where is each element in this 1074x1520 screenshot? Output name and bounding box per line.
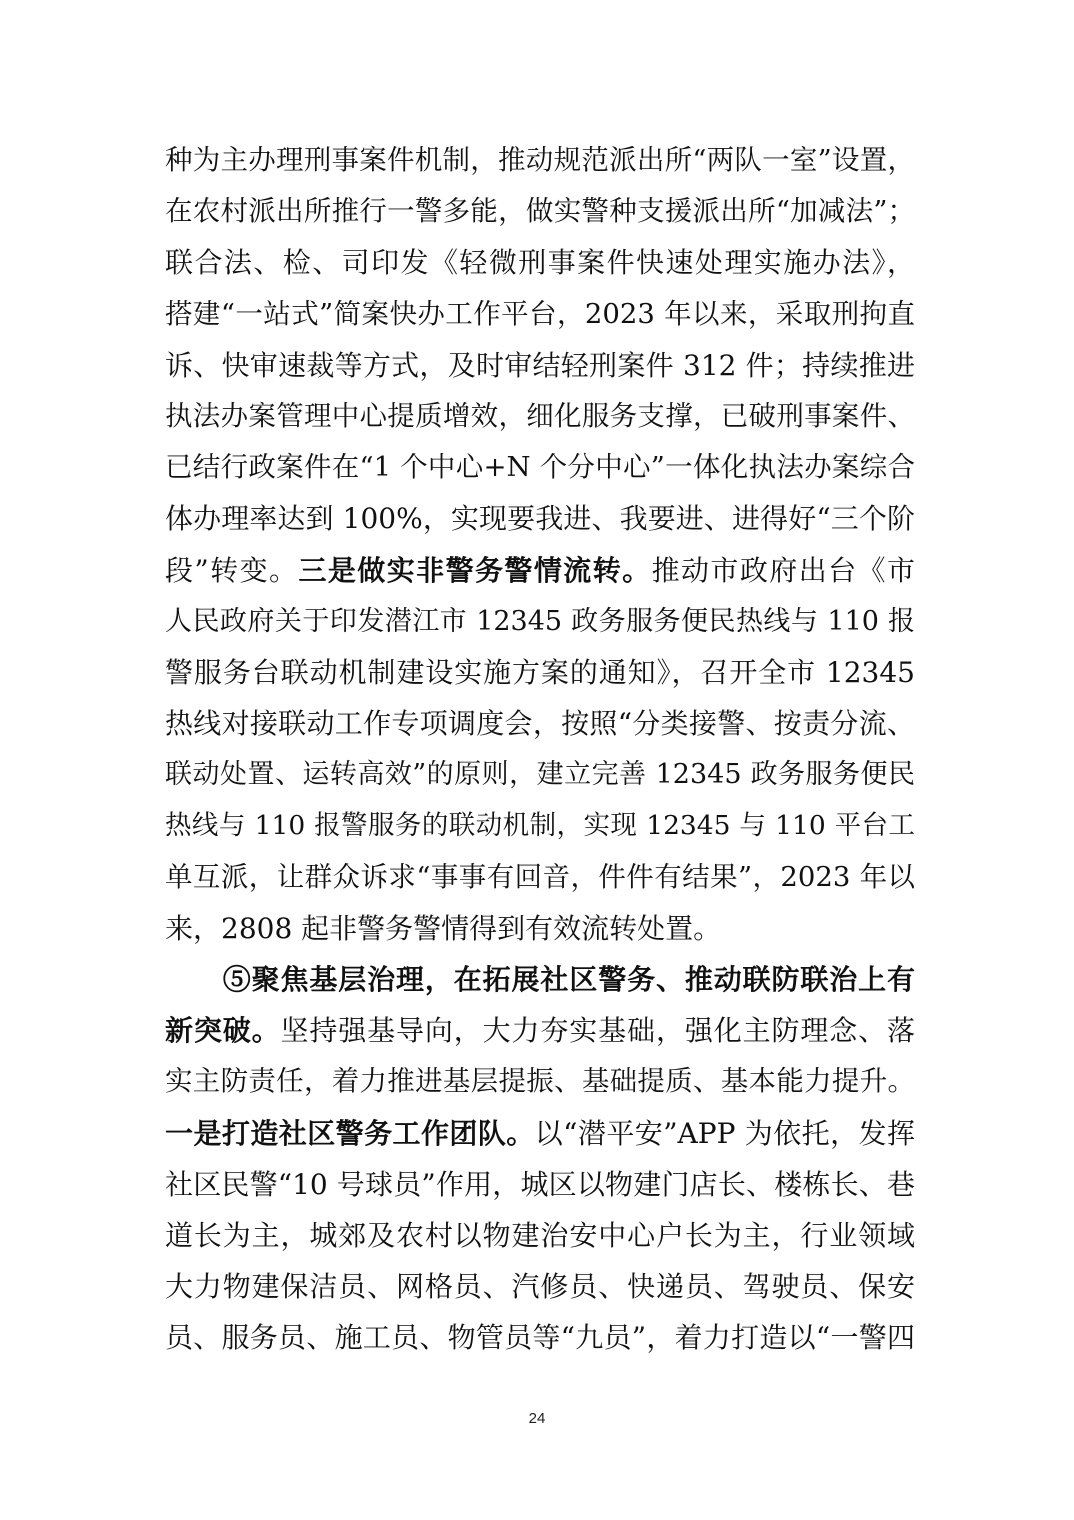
- text-line: [165, 391, 915, 442]
- text-line: [165, 1261, 915, 1312]
- body-text-segment: 搭建“一站式”简案快办工作平台，2023 年以来，采取刑拘直: [165, 297, 915, 330]
- body-text-segment: 社区民警“10 号球员”作用，城区以物建门店长、楼栋长、巷: [165, 1167, 915, 1201]
- text-line: [165, 647, 915, 698]
- bold-heading-text: 一是打造社区警务工作团队。: [165, 1116, 535, 1150]
- text-line: [165, 1005, 915, 1056]
- body-text-segment: 热线对接联动工作专项调度会，按照“分类接警、按责分流、: [165, 707, 915, 741]
- text-line: [165, 954, 915, 1005]
- text-line: [165, 1312, 915, 1363]
- text-line: [165, 852, 915, 903]
- text-line: [165, 1210, 915, 1261]
- text-line: [165, 1159, 915, 1210]
- text-line: [165, 135, 915, 186]
- text-line: [165, 289, 915, 340]
- bold-heading-text: ⑤聚焦基层治理，在拓展社区警务、推动联防联治上有: [165, 963, 915, 996]
- body-text-segment: 体办理率达到 100%，实现要我进、我要进、进得好“三个阶: [165, 502, 915, 536]
- body-text-segment: 大力物建保洁员、网格员、汽修员、快递员、驾驶员、保安: [165, 1270, 915, 1304]
- text-line: [165, 903, 915, 954]
- bold-heading-text: 新突破。: [165, 1014, 281, 1048]
- body-text-segment: 在农村派出所推行一警多能，做实警种支援派出所“加减法”；: [165, 195, 915, 228]
- body-text-segment: 单互派，让群众诉求“事事有回音，件件有结果”，2023 年以: [165, 860, 915, 893]
- text-line: [165, 237, 915, 288]
- text-line: [165, 800, 915, 851]
- body-text-segment: 员、服务员、施工员、物管员等“九员”，着力打造以“一警四: [165, 1321, 915, 1355]
- text-line: [165, 596, 915, 647]
- body-text-segment: 实主防责任，着力推进基层提振、基础提质、基本能力提升。: [165, 1065, 915, 1098]
- body-text: [165, 135, 915, 1364]
- text-line: [165, 1108, 915, 1159]
- body-text-segment: 推动市政府出台《市: [651, 553, 915, 587]
- body-text-segment: 联合法、检、司印发《轻微刑事案件快速处理实施办法》，: [165, 246, 915, 280]
- body-text-segment: 联动处置、运转高效”的原则，建立完善 12345 政务服务便民: [165, 759, 915, 791]
- text-line: [165, 442, 915, 493]
- page-number: 24: [528, 1410, 546, 1427]
- body-text-segment: 诉、快审速裁等方式，及时审结轻刑案件 312 件；持续推进: [165, 348, 915, 382]
- body-text-segment: 人民政府关于印发潜江市 12345 政务服务便民热线与 110 报: [165, 605, 915, 637]
- text-line: [165, 698, 915, 749]
- text-line: [165, 545, 915, 596]
- body-text-segment: 段”转变。: [165, 553, 299, 587]
- text-line: [165, 749, 915, 800]
- text-line: [165, 186, 915, 237]
- body-text-segment: 以“潜平安”APP 为依托，发挥: [534, 1116, 915, 1150]
- body-text-segment: 执法办案管理中心提质增效，细化服务支撑，已破刑事案件、: [165, 399, 915, 432]
- bold-heading-text: 三是做实非警务警情流转。: [298, 553, 652, 587]
- text-line: [165, 493, 915, 544]
- body-text-segment: 已结行政案件在“1 个中心+N 个分中心”一体化执法办案综合: [165, 451, 915, 484]
- body-text-segment: 种为主办理刑事案件机制，推动规范派出所“两队一室”设置，: [165, 144, 915, 176]
- body-text-segment: 来，2808 起非警务警情得到有效流转处置。: [165, 911, 722, 945]
- body-text-segment: 热线与 110 报警服务的联动机制，实现 12345 与 110 平台工: [165, 810, 915, 842]
- body-text-segment: 坚持强基导向，大力夯实基础，强化主防理念、落: [280, 1014, 915, 1048]
- body-text-segment: 道长为主，城郊及农村以物建治安中心户长为主，行业领域: [165, 1218, 915, 1252]
- text-line: [165, 1056, 915, 1107]
- text-line: [165, 340, 915, 391]
- body-text-segment: 警服务台联动机制建设实施方案的通知》，召开全市 12345: [165, 655, 915, 689]
